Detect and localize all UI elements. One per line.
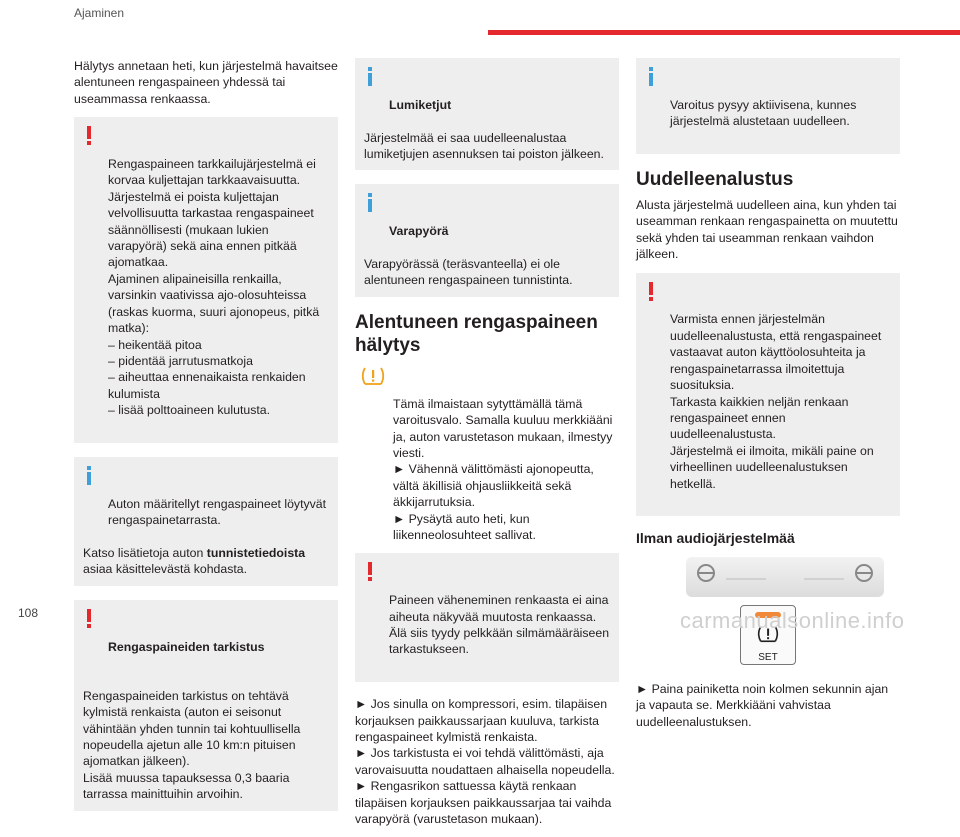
steering-wheel-icon <box>686 557 790 597</box>
warning-text: Rengaspaineen tarkkailujärjestelmä ei korvaa kuljettajan tarkkaavaisuutta. Järjestelmä ei poista kuljettajan velvollisuutta tarkastaa rengaspaineet säännöllisesti (mukaan lukien varapyörä) sekä aina ennen pitkää ajomatkaa. Ajaminen alipaineisilla renkailla, varsinkin vaativissa ajo-olosuhteissa (raskas kuorma, suuri ajonopeus, pitkä matka): – heikentää pitoa – pidentää jarrutusmatkoja – aiheuttaa ennenaikaista renkaiden kulumista – lisää polttoaineen kulutusta. <box>108 157 320 418</box>
steering-wheel-left-image <box>686 557 790 597</box>
watermark-text: carmanualsonline.info <box>680 608 905 633</box>
warning-text: Varmista ennen järjestelmän uudelleenalustusta, että rengaspaineet vastaavat auton käyttöolosuhteita ja rengaspainetarrassa ilmoitettuja suosituksia. Tarkasta kaikkien neljän renkaan rengaspaineet ennen uudelleenalustusta. Järjestelmä ei ilmoita, mikäli paine on virheellinen uudelleenalustuksen hetkellä. <box>670 312 882 491</box>
info-text: Varoitus pysyy aktiivisena, kunnes järjestelmä alustetaan uudelleen. <box>670 97 857 129</box>
info-icon <box>649 67 653 86</box>
column-2 <box>355 58 619 837</box>
warning-box-reinit <box>636 273 900 517</box>
page-number: 108 <box>18 606 39 620</box>
info-title: Varapyörä <box>389 224 449 239</box>
set-button-label: SET <box>758 651 778 663</box>
warning-exclamation-icon <box>368 562 372 580</box>
section-heading-low-pressure: Alentuneen rengaspaineen hälytys <box>355 311 598 356</box>
steering-wheel-right-image <box>780 557 884 597</box>
warning-text: Paineen väheneminen renkaasta ei aina aiheuta näkyvää muutosta renkaassa. Älä siis tyydy pelkkään silmämääräiseen tarkastukseen. <box>389 593 610 657</box>
warning-text: Rengaspaineiden tarkistus on tehtävä kylmistä renkaista (auton ei seisonut vähintään yhden tunnin tai kohtuullisella nopeudella ajetun alle 10 km:n pituisen ajomatkan jälkeen). Lisää muussa tapauksessa 0,3 baaria tarrassa mainittuihin arvoihin. <box>83 688 301 802</box>
info-text: Varapyörässä (teräsvanteella) ei ole alentuneen rengaspaineen tunnistinta. <box>364 257 573 288</box>
header-accent-bar <box>488 30 960 35</box>
subheading-no-audio: Ilman audiojärjestelmää <box>636 530 795 547</box>
info-title: Lumiketjut <box>389 97 452 112</box>
info-icon <box>368 67 372 86</box>
instructions-paragraph: ► Jos sinulla on kompressori, esim. tilapäisen korjauksen paikkaussarjaan kuuluva, tarkista rengaspaineet kylmistä renkaista. ► Jos tarkistusta ei voi tehdä välittömästi, aja varovaisuutta noudattaen alhaisella nopeudella. ► Rengasrikon sattuessa käytä renkaan tilapäisen korjauksen paikkaussarjaa tai vaihda varapyörä (varustetason mukaan). <box>355 697 615 827</box>
info-box-spare-wheel <box>355 184 619 296</box>
section-title: Ajaminen <box>74 6 125 20</box>
reinit-intro: Alusta järjestelmä uudelleen aina, kun yhden tai useamman renkaan rengaspainetta on muutettu sekä yhden tai useamman renkaan vaihdon jälkeen. <box>636 198 898 262</box>
warning-exclamation-icon <box>649 282 653 300</box>
section-heading-reinit: Uudelleenalustus <box>636 169 794 191</box>
info-box-warning-active <box>636 58 900 154</box>
tyre-pressure-warning-icon <box>361 365 385 387</box>
intro-paragraph: Hälytys annetaan heti, kun järjestelmä havaitsee alentuneen rengaspaineen yhdessä tai useammassa renkaassa. <box>74 59 338 106</box>
warning-title: Rengaspaineiden tarkistus <box>108 639 265 654</box>
info-box-snow-chains <box>355 58 619 170</box>
info-text-2: Katso lisätietoja auton tunnistetiedoista asiaa käsittelevästä kohdasta. <box>83 545 306 577</box>
info-box-tyre-label <box>74 457 338 586</box>
warning-light-paragraph <box>355 363 619 543</box>
info-text: Auton määritellyt rengaspaineet löytyvät rengaspainetarrasta. <box>108 496 327 528</box>
info-text: Järjestelmää ei saa uudelleenalustaa lumiketjujen asennuksen tai poiston jälkeen. <box>364 130 604 162</box>
column-3 <box>636 58 900 740</box>
column-1 <box>74 58 338 825</box>
steering-wheel-icon <box>780 557 884 597</box>
info-icon <box>368 193 372 212</box>
warning-box-visual-check <box>355 553 619 682</box>
warning-light-text: Tämä ilmaistaan sytyttämällä tämä varoitusvalo. Samalla kuuluu merkkiääni ja, auton varustetason mukaan, ilmestyy viesti. ► Vähennä välittömästi ajonopeutta, vältä äkillisiä ohjausliikkeitä sekä äkkijarrutuksia. ► Pysäytä auto heti, kun liikenneolosuhteet sallivat. <box>393 396 613 542</box>
info-icon <box>87 466 91 485</box>
press-button-instruction: ► Paina painiketta noin kolmen sekunnin ajan ja vapauta se. Merkkiääni vahvistaa uudelleenalustuksen. <box>636 681 889 729</box>
warning-box-pressure-check <box>74 600 338 811</box>
warning-box-monitoring <box>74 117 338 443</box>
warning-exclamation-icon <box>87 126 91 144</box>
warning-exclamation-icon <box>87 609 91 627</box>
